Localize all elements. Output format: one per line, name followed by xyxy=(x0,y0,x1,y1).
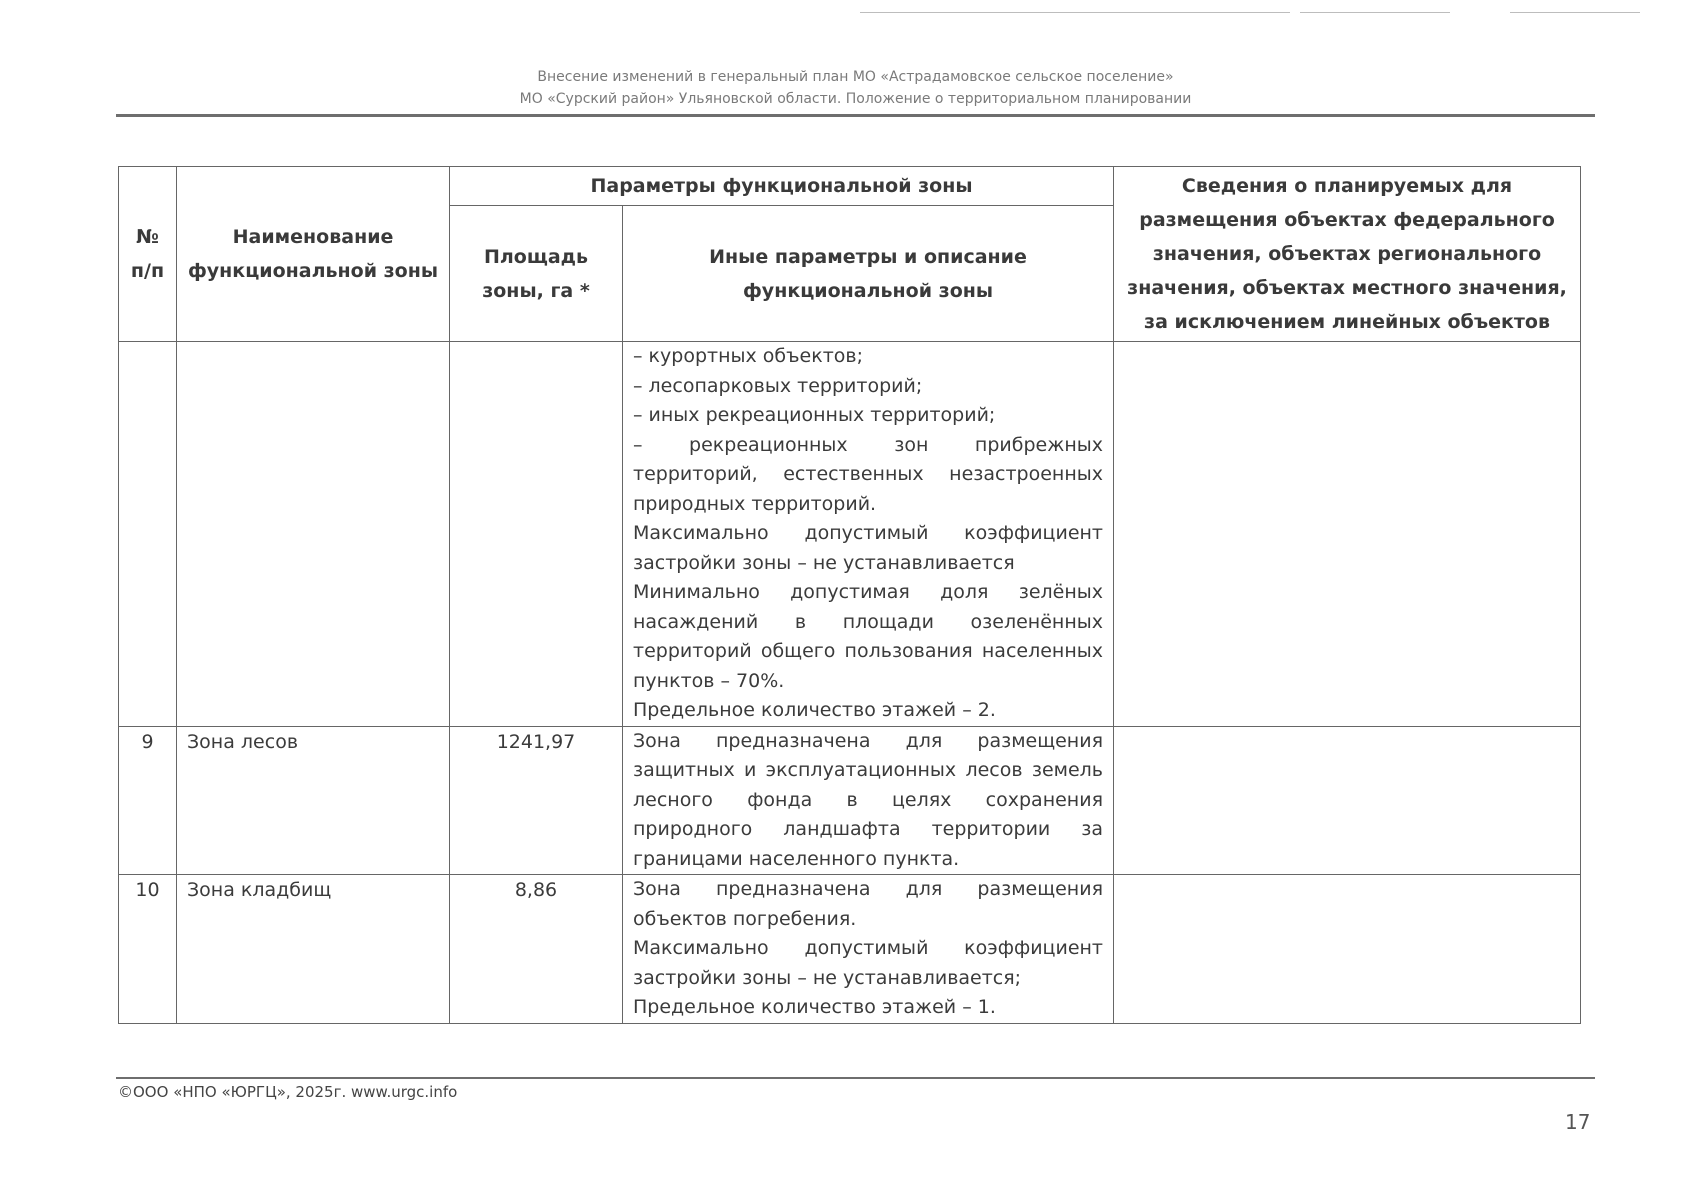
header-line-1: Внесение изменений в генеральный план МО «Астрадамовское сельское поселение» xyxy=(537,69,1174,85)
header-num: № п/п xyxy=(119,167,177,342)
description-line: Предельное количество этажей – 2. xyxy=(633,699,996,721)
header-other-parameters: Иные параметры и описание функциональной зоны xyxy=(623,206,1114,342)
row-number xyxy=(119,342,177,727)
description-line: – курортных объектов; xyxy=(633,345,864,367)
planned-objects-cell xyxy=(1114,875,1581,1024)
functional-zones-table xyxy=(118,166,1581,1024)
header-line-2: МО «Сурский район» Ульяновской области. Положение о территориальном планировании xyxy=(519,91,1192,107)
zone-area xyxy=(450,342,623,727)
header-area: Площадь зоны, га * xyxy=(450,206,623,342)
zone-description xyxy=(623,342,1114,727)
page-number: 17 xyxy=(1565,1110,1591,1134)
zone-name: Зона кладбищ xyxy=(177,875,450,1024)
description-line: – лесопарковых территорий; xyxy=(633,374,923,397)
description-line: Зона предназначена для размещения объектов погребения. xyxy=(633,878,1104,930)
description-line: Максимально допустимый коэффициент застройки зоны – не устанавливается xyxy=(633,522,1104,574)
zone-description xyxy=(623,726,1114,875)
description-line: – рекреационных зон прибрежных территорий, естественных незастроенных природных территорий. xyxy=(633,433,1104,515)
zone-description xyxy=(623,875,1114,1024)
table-header-row xyxy=(119,167,1581,206)
row-number: 10 xyxy=(119,875,177,1024)
header-zone-parameters: Параметры функциональной зоны xyxy=(450,167,1114,206)
scan-artifact-line xyxy=(1300,12,1450,13)
description-line: Максимально допустимый коэффициент застройки зоны – не устанавливается; xyxy=(633,937,1104,989)
zone-name xyxy=(177,342,450,727)
description-line: Предельное количество этажей – 1. xyxy=(633,996,996,1018)
description-line: Зона предназначена для размещения защитных и эксплуатационных лесов земель лесного фонда в целях сохранения природного ландшафта территории за границами населенного пункта. xyxy=(633,729,1104,870)
planned-objects-cell xyxy=(1114,342,1581,727)
row-number: 9 xyxy=(119,726,177,875)
table-row xyxy=(119,726,1581,875)
description-line: – иных рекреационных территорий; xyxy=(633,404,996,426)
footer-copyright: ©ООО «НПО «ЮРГЦ», 2025г. www.urgc.info xyxy=(118,1083,458,1101)
table-row xyxy=(119,875,1581,1024)
table-row xyxy=(119,342,1581,727)
zone-name: Зона лесов xyxy=(177,726,450,875)
header-rule xyxy=(116,114,1595,117)
header-zone-name: Наименование функциональной зоны xyxy=(177,167,450,342)
zone-area: 8,86 xyxy=(450,875,623,1024)
scan-artifact-line xyxy=(860,12,1290,13)
footer-rule xyxy=(116,1077,1595,1079)
header-planned-objects: Сведения о планируемых для размещения объектах федерального значения, объектах регионального значения, объектах местного значения, за исключением линейных объектов xyxy=(1114,167,1581,342)
planned-objects-cell xyxy=(1114,726,1581,875)
scan-artifact-line xyxy=(1510,12,1640,13)
description-line: Минимально допустимая доля зелёных насаждений в площади озеленённых территорий общего пользования населенных пунктов – 70%. xyxy=(633,581,1104,692)
document-header xyxy=(116,66,1595,110)
zone-area: 1241,97 xyxy=(450,726,623,875)
